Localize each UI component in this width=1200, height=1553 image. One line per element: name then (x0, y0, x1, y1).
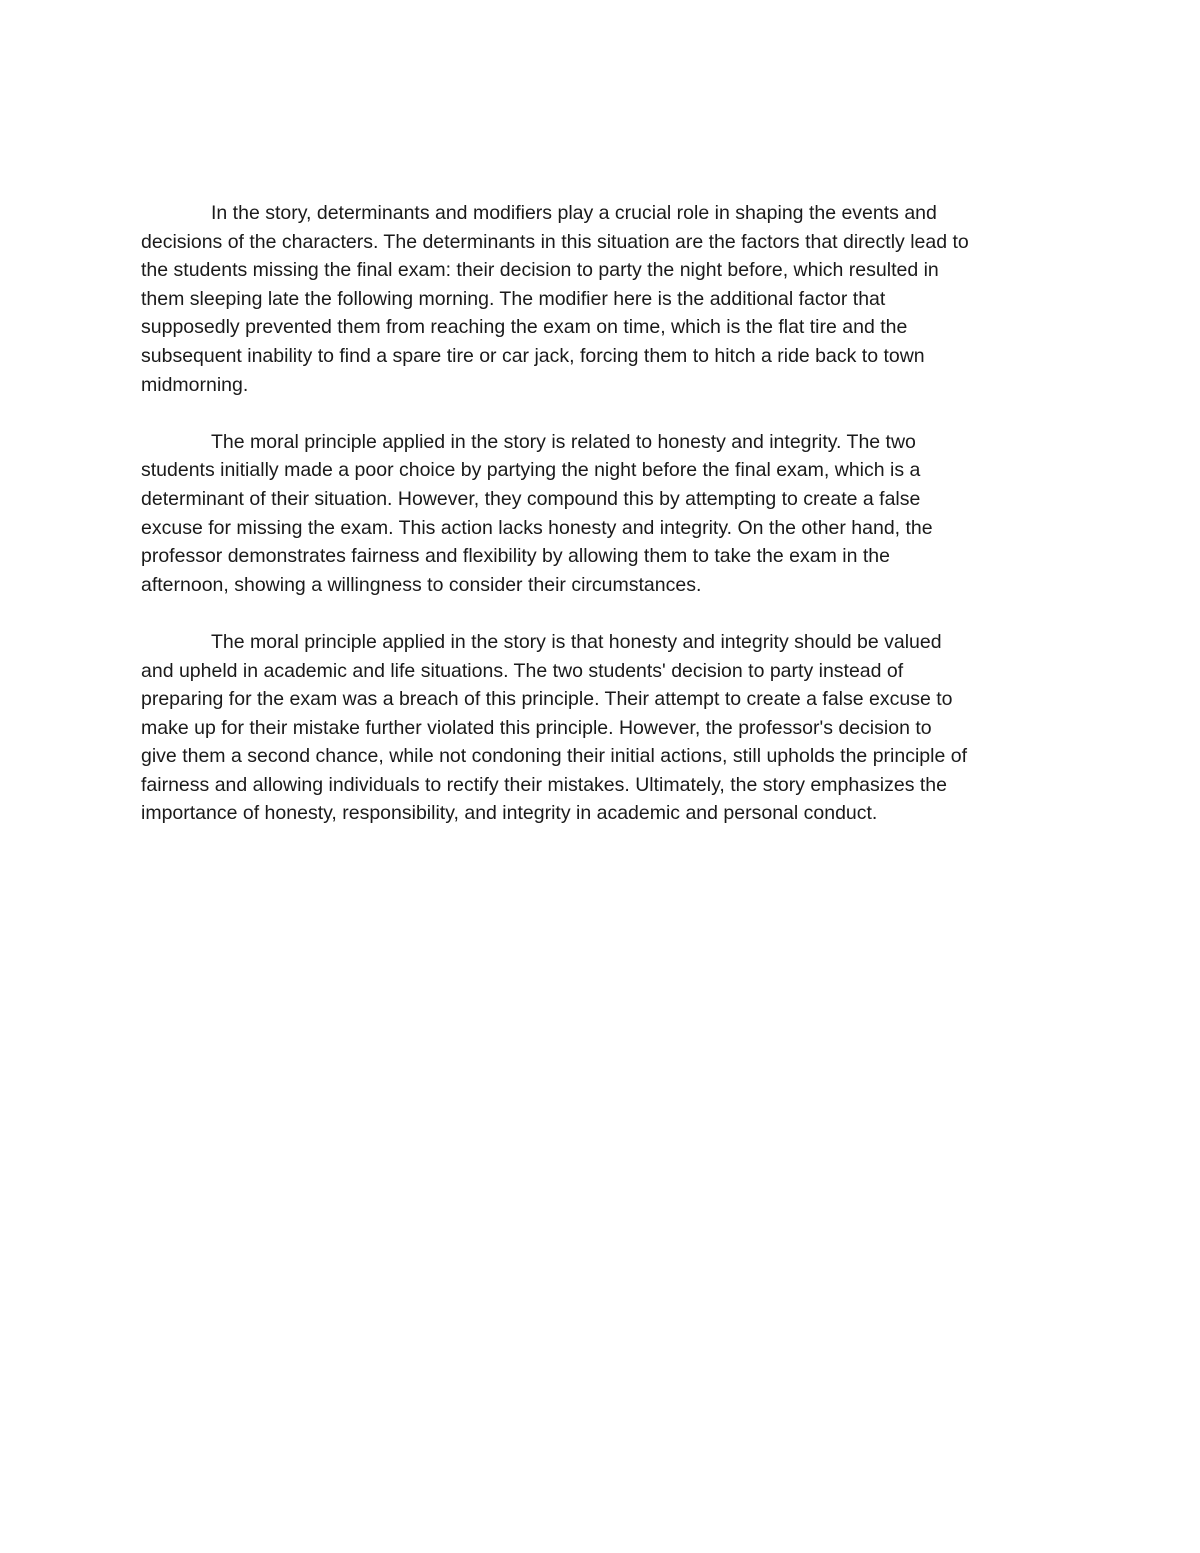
paragraph-line: subsequent inability to find a spare tire or car jack, forcing them to hitch a ride back to town (141, 344, 925, 367)
paragraph-line: The moral principle applied in the story is related to honesty and integrity. The two (211, 430, 916, 453)
paragraph-line: make up for their mistake further violated this principle. However, the professor's decision to (141, 716, 932, 739)
document-body (141, 199, 1061, 857)
paragraph-line: professor demonstrates fairness and flexibility by allowing them to take the exam in the (141, 545, 890, 568)
paragraph-line: fairness and allowing individuals to rectify their mistakes. Ultimately, the story emphasizes the (141, 773, 947, 796)
paragraph-line: students initially made a poor choice by partying the night before the final exam, which is a (141, 459, 921, 482)
paragraph-line: them sleeping late the following morning. The modifier here is the additional factor that (141, 287, 886, 310)
paragraph-line: afternoon, showing a willingness to consider their circumstances. (141, 573, 702, 596)
paragraph-line: determinant of their situation. However, they compound this by attempting to create a false (141, 487, 921, 510)
paragraph-line: The moral principle applied in the story is that honesty and integrity should be valued (211, 630, 942, 653)
paragraph-line: the students missing the final exam: their decision to party the night before, which resulted in (141, 259, 939, 282)
paragraph-line: excuse for missing the exam. This action lacks honesty and integrity. On the other hand, the (141, 516, 933, 539)
paragraph-line: give them a second chance, while not condoning their initial actions, still upholds the principle of (141, 745, 967, 768)
paragraph-line: In the story, determinants and modifiers play a crucial role in shaping the events and (211, 202, 937, 224)
paragraph-line: midmorning. (141, 373, 249, 396)
paragraph-determinants-modifiers (141, 199, 1061, 399)
paragraph-line: and upheld in academic and life situations. The two students' decision to party instead of (141, 659, 904, 682)
paragraph-line: decisions of the characters. The determinants in this situation are the factors that directly lead to (141, 230, 969, 253)
paragraph-moral-principle-honesty (141, 428, 1061, 600)
paragraph-line: preparing for the exam was a breach of this principle. Their attempt to create a false excuse to (141, 688, 953, 711)
paragraph-line: importance of honesty, responsibility, and integrity in academic and personal conduct. (141, 802, 878, 825)
paragraph-moral-principle-conclusion (141, 628, 1061, 828)
paragraph-line: supposedly prevented them from reaching the exam on time, which is the flat tire and the (141, 316, 908, 339)
